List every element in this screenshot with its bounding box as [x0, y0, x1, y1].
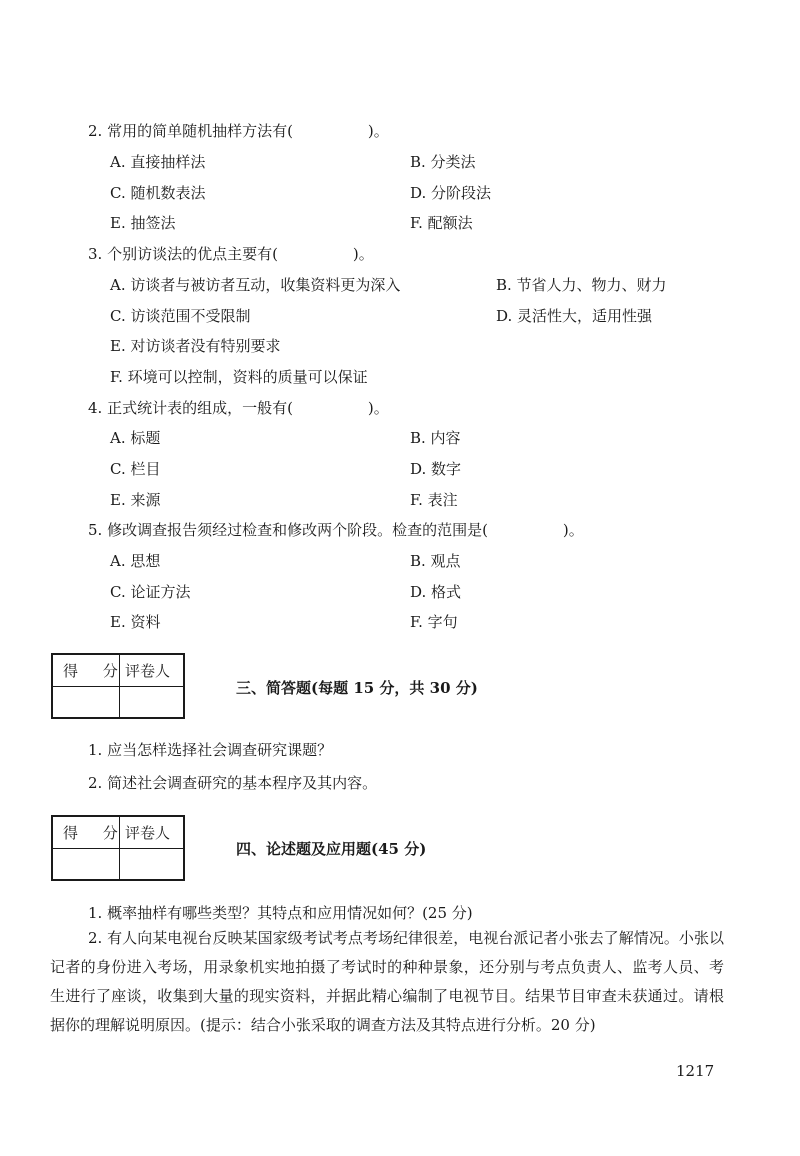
q2-option-b: B. 分类法: [410, 153, 476, 171]
score-box-divider: [53, 686, 183, 687]
question-3-stem: 3. 个别访谈法的优点主要有( )。: [88, 245, 374, 263]
essay-question-2: 2. 有人向某电视台反映某国家级考试考点考场纪律很差，电视台派记者小张去了解情况。小张以记者的身份进入考场，用录象机实地拍摄了考试时的种种景象，还分别与考点负责人、监考人员、考生进行了座谈，收集到大量的现实资料，并据此精心编制了电视节目。结果节目审查未获通过。请根据你的理解说明原因。(提示：结合小张采取的调查方法及其特点进行分析。20 分): [50, 929, 724, 1034]
question-4-stem: 4. 正式统计表的组成，一般有( )。: [88, 399, 389, 417]
grader-label: 评卷人: [125, 662, 171, 680]
q4-option-d: D. 数字: [410, 460, 462, 478]
q3-option-c: C. 访谈范围不受限制: [110, 307, 251, 325]
q3-option-d: D. 灵活性大，适用性强: [496, 307, 653, 325]
score-label: 得 分: [63, 662, 128, 680]
question-2-stem: 2. 常用的简单随机抽样方法有( )。: [88, 122, 389, 140]
q5-option-b: B. 观点: [410, 552, 461, 570]
q5-option-a: A. 思想: [110, 552, 161, 570]
q3-option-a: A. 访谈者与被访者互动，收集资料更为深入: [110, 276, 401, 294]
q3-option-b: B. 节省人力、物力、财力: [496, 276, 667, 294]
q4-option-c: C. 栏目: [110, 460, 161, 478]
score-box-section3: [51, 653, 185, 719]
q4-option-f: F. 表注: [410, 491, 458, 509]
section-4-title: 四、论述题及应用题(45 分): [236, 840, 427, 858]
q3-option-f: F. 环境可以控制，资料的质量可以保证: [110, 368, 368, 386]
question-5-stem: 5. 修改调查报告须经过检查和修改两个阶段。检查的范围是( )。: [88, 521, 584, 539]
q2-option-f: F. 配额法: [410, 214, 473, 232]
q2-option-a: A. 直接抽样法: [110, 153, 206, 171]
q5-option-d: D. 格式: [410, 583, 462, 601]
q5-option-e: E. 资料: [110, 613, 161, 631]
score-box-divider: [53, 848, 183, 849]
q4-option-e: E. 来源: [110, 491, 161, 509]
q5-option-c: C. 论证方法: [110, 583, 191, 601]
q2-option-d: D. 分阶段法: [410, 184, 492, 202]
q2-option-e: E. 抽签法: [110, 214, 176, 232]
grader-label: 评卷人: [125, 824, 171, 842]
q4-option-b: B. 内容: [410, 429, 461, 447]
short-answer-1: 1. 应当怎样选择社会调查研究课题？: [88, 741, 333, 759]
q2-option-c: C. 随机数表法: [110, 184, 206, 202]
q3-option-e: E. 对访谈者没有特别要求: [110, 337, 281, 355]
q5-option-f: F. 字句: [410, 613, 458, 631]
section-3-title: 三、简答题(每题 15 分，共 30 分): [236, 679, 478, 697]
score-label: 得 分: [63, 824, 128, 842]
essay-question-1: 1. 概率抽样有哪些类型？其特点和应用情况如何？(25 分): [88, 904, 473, 922]
q4-option-a: A. 标题: [110, 429, 161, 447]
score-box-section4: [51, 815, 185, 881]
short-answer-2: 2. 简述社会调查研究的基本程序及其内容。: [88, 774, 378, 792]
page-number: 1217: [676, 1062, 715, 1080]
